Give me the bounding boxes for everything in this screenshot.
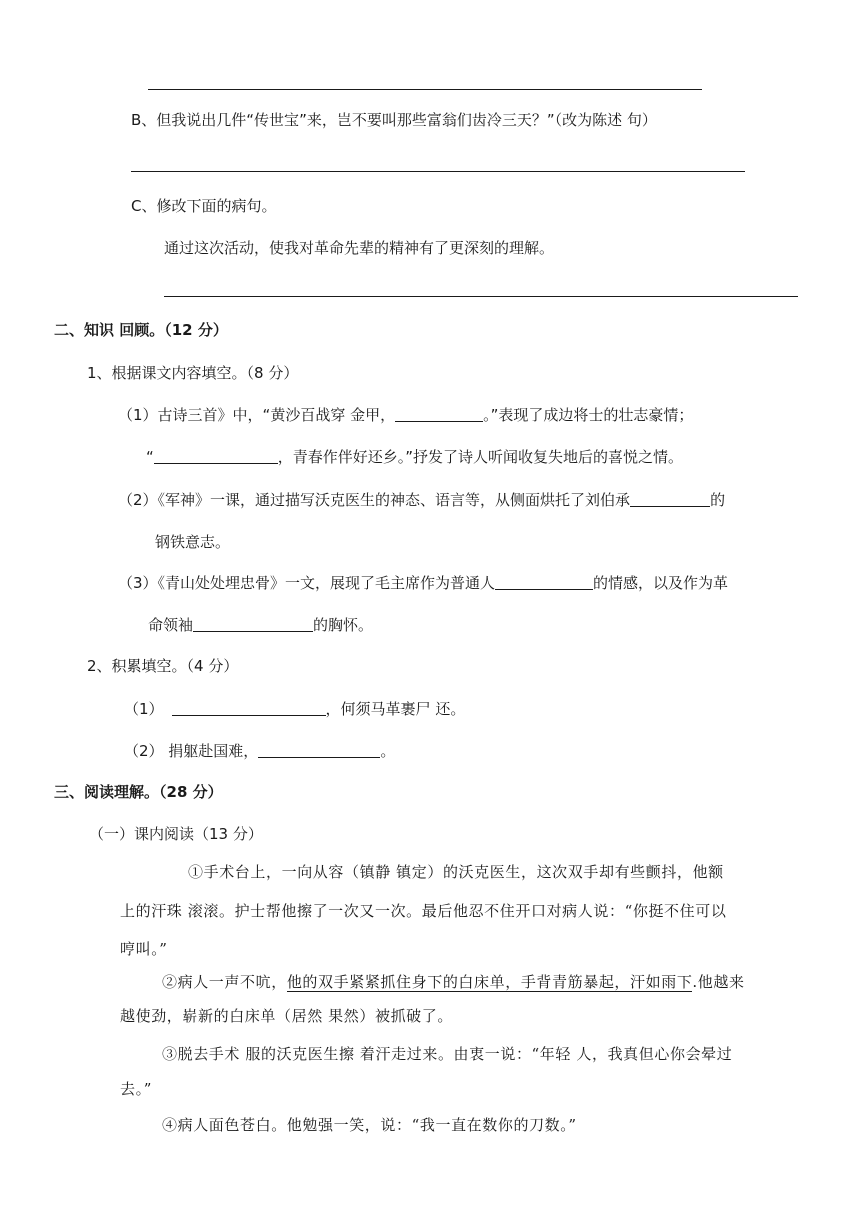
q2-2-pre: （2） 捐躯赴国难， bbox=[124, 742, 259, 760]
blank-q1-2[interactable] bbox=[630, 491, 710, 507]
reading-sub1: （一）课内阅读（13 分） bbox=[89, 825, 263, 843]
q2-2-line bbox=[124, 740, 395, 762]
q1-title: 1、根据课文内容填空。（8 分） bbox=[87, 364, 299, 382]
q1-1-b-pre: “ bbox=[146, 448, 154, 466]
answer-line-b bbox=[131, 171, 745, 172]
q1-3-line-a bbox=[118, 572, 728, 594]
q1-3-a-post: 的情感，以及作为革 bbox=[593, 574, 729, 592]
q2-1-pre: （1） bbox=[124, 700, 164, 718]
question-c: C、修改下面的病句。 bbox=[131, 197, 277, 215]
q1-1-a-post: 。”表现了成边将士的壮志豪情； bbox=[483, 406, 694, 424]
q1-2-line-a bbox=[118, 489, 725, 511]
blank-q1-3-b[interactable] bbox=[193, 616, 313, 632]
q1-2-line-b: 钢铁意志。 bbox=[155, 533, 231, 551]
blank-q1-3-a[interactable] bbox=[495, 574, 593, 590]
para4-line: ④病人面色苍白。他勉强一笑，说：“我一直在数你的刀数。” bbox=[162, 1116, 577, 1134]
answer-line-c bbox=[164, 296, 798, 297]
para2-underlined: 他的双手紧紧抓住身下的白床单，手背青筋暴起，汗如雨下 bbox=[286, 973, 693, 991]
para1-line-c: 哼叫。” bbox=[120, 940, 168, 958]
q1-3-b-pre: 命领袖 bbox=[148, 616, 194, 634]
q1-3-line-b bbox=[148, 614, 373, 636]
blank-q1-1-a[interactable] bbox=[395, 406, 483, 422]
question-c-sentence: 通过这次活动，使我对革命先辈的精神有了更深刻的理解。 bbox=[164, 239, 555, 257]
q1-1-a-pre: （1）古诗三首》中，“黄沙百战穿 金甲， bbox=[118, 406, 396, 424]
para3-line-a: ③脱去手术 服的沃克医生擦 着汗走过来。由衷一说：“年轻 人，我真但心你会晕过 bbox=[162, 1045, 733, 1063]
q1-3-b-post: 的胸怀。 bbox=[313, 616, 374, 634]
para2-post: .他越来 bbox=[692, 973, 745, 991]
q2-2-post: 。 bbox=[380, 742, 396, 760]
para2-line-b: 越使劲，崭新的白床单（居然 果然）被抓破了。 bbox=[120, 1007, 453, 1025]
section3-heading: 三、阅读理解。（28 分） bbox=[54, 783, 223, 801]
q1-3-a-pre: （3）《青山处处埋忠骨》一文，展现了毛主席作为普通人 bbox=[118, 574, 496, 592]
q2-1-line bbox=[124, 698, 465, 720]
q1-1-b-post: ，青春作伴好还乡。”抒发了诗人听闻收复失地后的喜悦之情。 bbox=[277, 448, 684, 466]
para2-pre: ②病人一声不吭， bbox=[162, 973, 287, 991]
q2-1-post: ，何须马革裹尸 还。 bbox=[325, 700, 466, 718]
q2-title: 2、积累填空。（4 分） bbox=[87, 657, 239, 675]
para2-line-a bbox=[162, 971, 745, 993]
para3-line-b: 去。” bbox=[120, 1080, 152, 1098]
q1-1-line-b bbox=[146, 446, 683, 468]
question-b: B、但我说出几件“传世宝”来，岂不要叫那些富翁们齿冷三天？”（改为陈述 句） bbox=[131, 111, 657, 129]
q1-2-a-post: 的 bbox=[710, 491, 726, 509]
answer-line-a bbox=[148, 89, 702, 90]
para1-line-b: 上的汗珠 滚滚。护士帮他擦了一次又一次。最后他忍不住开口对病人说：“你挺不住可以 bbox=[120, 902, 727, 920]
q1-1-line-a bbox=[118, 404, 693, 426]
blank-q1-1-b[interactable] bbox=[154, 448, 278, 464]
blank-q2-1[interactable] bbox=[172, 700, 326, 716]
section2-heading: 二、知识 回顾。（12 分） bbox=[54, 321, 228, 339]
blank-q2-2[interactable] bbox=[258, 742, 380, 758]
q1-2-a-pre: （2）《军神》一课，通过描写沃克医生的神态、语言等，从侧面烘托了刘伯承 bbox=[118, 491, 631, 509]
para1-line-a: ①手术台上，一向从容（镇静 镇定）的沃克医生，这次双手却有些颤抖，他额 bbox=[188, 863, 724, 881]
